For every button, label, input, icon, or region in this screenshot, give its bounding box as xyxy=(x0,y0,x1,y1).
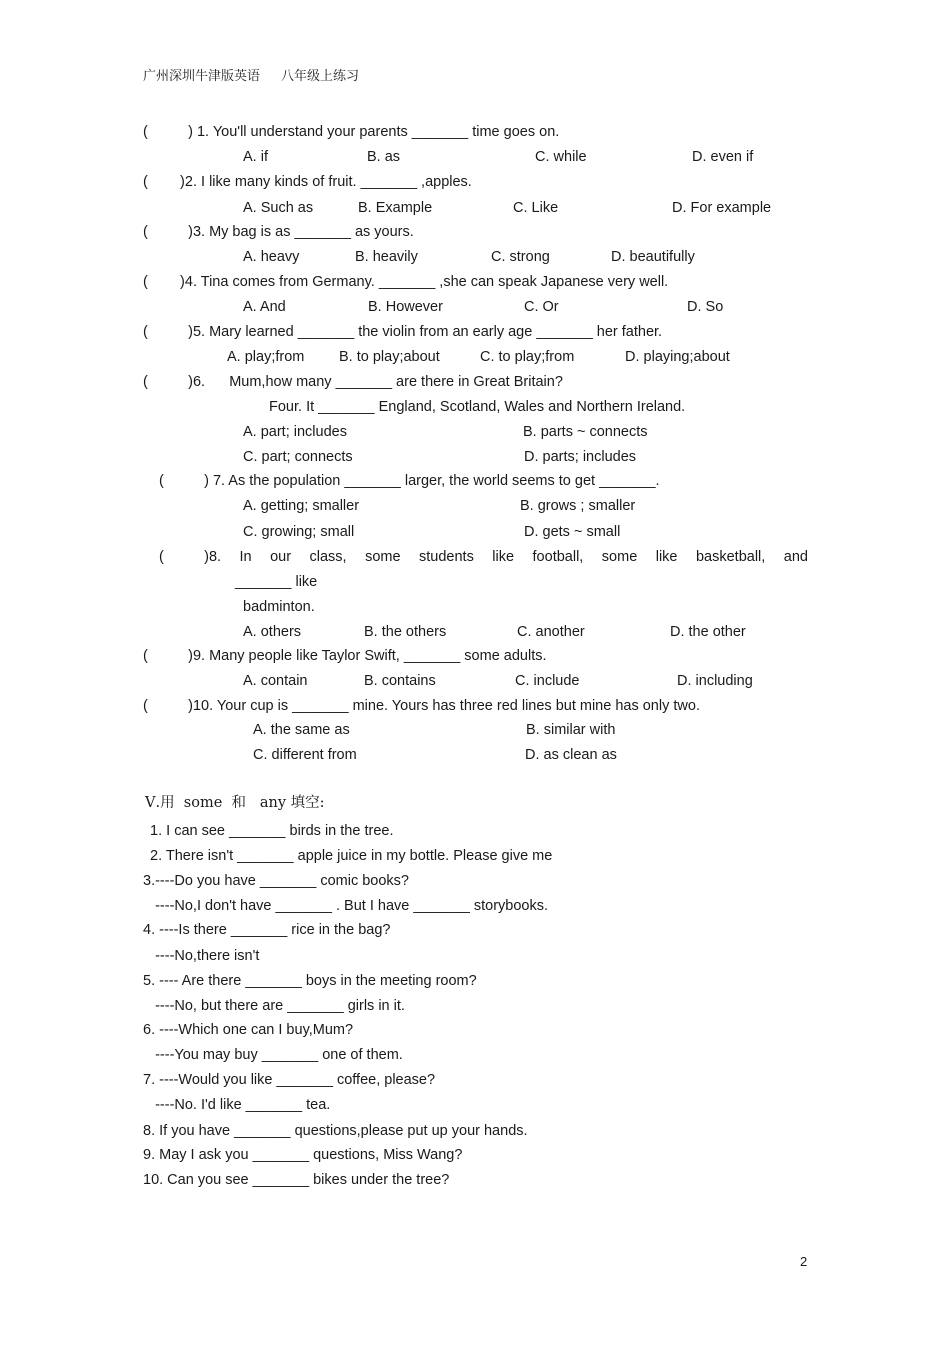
section-5-line: 4. ----Is there _______ rice in the bag? xyxy=(143,922,391,938)
question-7-option-d: D. gets ~ small xyxy=(524,524,621,540)
question-8-word: In xyxy=(239,549,252,565)
section-5-line: ----You may buy _______ one of them. xyxy=(143,1047,403,1063)
question-8-stem-line2: _______ like xyxy=(235,574,318,590)
page-number: 2 xyxy=(800,1254,808,1269)
question-5-option-c: C. to play;from xyxy=(480,349,575,365)
header-book-title: 广州深圳牛津版英语 xyxy=(143,69,261,84)
question-8-stem-line3: badminton. xyxy=(243,599,315,615)
question-6-option-c: C. part; connects xyxy=(243,449,353,465)
question-9-option-a: A. contain xyxy=(243,673,308,689)
question-6-option-d: D. parts; includes xyxy=(524,449,637,465)
question-10-stem: ( )10. Your cup is _______ mine. Yours has three red lines but mine has only two. xyxy=(143,698,700,714)
section-5-line: 3.----Do you have _______ comic books? xyxy=(143,873,409,889)
question-8-word: and xyxy=(783,549,808,565)
question-5-option-b: B. to play;about xyxy=(339,349,440,365)
section-5-line: ----No, but there are _______ girls in it. xyxy=(143,998,405,1014)
section-5-line: 7. ----Would you like _______ coffee, please? xyxy=(143,1072,436,1088)
question-9-option-d: D. including xyxy=(677,673,753,689)
question-8-word: some xyxy=(365,549,401,565)
question-7-stem: ( ) 7. As the population _______ larger, the world seems to get _______. xyxy=(159,473,660,489)
question-6-stem: ( )6. Mum,how many _______ are there in Great Britain? xyxy=(143,374,563,390)
section-5-line: ----No,I don't have _______ . But I have _______ storybooks. xyxy=(143,898,548,914)
question-4-stem: ( )4. Tina comes from Germany. _______ ,she can speak Japanese very well. xyxy=(143,274,669,290)
question-8-word: like xyxy=(655,549,678,565)
question-1-option-c: C. while xyxy=(535,149,587,165)
section-5-line: 9. May I ask you _______ questions, Miss Wang? xyxy=(143,1147,463,1163)
question-5-option-d: D. playing;about xyxy=(625,349,730,365)
question-8-word: like xyxy=(492,549,515,565)
question-6-option-b: B. parts ~ connects xyxy=(523,424,648,440)
question-4-option-c: C. Or xyxy=(524,299,559,315)
question-8-option-d: D. the other xyxy=(670,624,746,640)
question-2-option-a: A. Such as xyxy=(243,200,314,216)
question-9-option-c: C. include xyxy=(515,673,580,689)
question-2-option-c: C. Like xyxy=(513,200,559,216)
question-6-option-a: A. part; includes xyxy=(243,424,347,440)
question-4-option-b: B. However xyxy=(368,299,443,315)
section-5-line: 8. If you have _______ questions,please put up your hands. xyxy=(143,1123,528,1139)
question-10-option-b: B. similar with xyxy=(526,722,616,738)
question-8-stem xyxy=(159,548,808,566)
question-1-option-d: D. even if xyxy=(692,149,754,165)
question-3-option-c: C. strong xyxy=(491,249,550,265)
question-9-stem: ( )9. Many people like Taylor Swift, _______ some adults. xyxy=(143,648,547,664)
question-3-option-a: A. heavy xyxy=(243,249,300,265)
question-10-option-a: A. the same as xyxy=(253,722,350,738)
question-2-option-b: B. Example xyxy=(358,200,433,216)
question-2-option-d: D. For example xyxy=(672,200,772,216)
question-8-option-a: A. others xyxy=(243,624,302,640)
header-grade: 八年级上练习 xyxy=(281,69,360,84)
question-3-option-d: D. beautifully xyxy=(611,249,695,265)
question-1-option-a: A. if xyxy=(243,149,268,165)
section-5-line: 2. There isn't _______ apple juice in my bottle. Please give me xyxy=(146,848,553,864)
question-4-option-d: D. So xyxy=(687,299,724,315)
question-8-word: some xyxy=(601,549,638,565)
question-10-option-c: C. different from xyxy=(253,747,357,763)
section-5-line: ----No. I'd like _______ tea. xyxy=(143,1097,331,1113)
question-10-option-d: D. as clean as xyxy=(525,747,617,763)
question-7-option-c: C. growing; small xyxy=(243,524,355,540)
question-5-option-a: A. play;from xyxy=(227,349,305,365)
question-8-word: our xyxy=(270,549,292,565)
question-6-answer-line: Four. It _______ England, Scotland, Wales and Northern Ireland. xyxy=(269,399,686,415)
question-3-stem: ( )3. My bag is as _______ as yours. xyxy=(143,224,414,240)
question-1-stem: ( ) 1. You'll understand your parents _______ time goes on. xyxy=(143,124,560,140)
question-8-word: ( )8. xyxy=(159,549,222,565)
question-8-option-c: C. another xyxy=(517,624,585,640)
section-5-line: 1. I can see _______ birds in the tree. xyxy=(146,823,394,839)
question-5-stem: ( )5. Mary learned _______ the violin from an early age _______ her father. xyxy=(143,324,663,340)
question-8-word: students xyxy=(419,549,474,565)
section-5-line: ----No,there isn't xyxy=(143,948,260,964)
section-5-title: Ⅴ.用 some 和 any 填空: xyxy=(145,795,325,811)
question-2-stem: ( )2. I like many kinds of fruit. _______ ,apples. xyxy=(143,174,472,190)
section-5-line: 6. ----Which one can I buy,Mum? xyxy=(143,1022,354,1038)
section-5-line: 10. Can you see _______ bikes under the tree? xyxy=(143,1172,450,1188)
question-8-word: basketball, xyxy=(695,549,766,565)
question-8-word: class, xyxy=(309,549,347,565)
question-8-option-b: B. the others xyxy=(364,624,447,640)
question-3-option-b: B. heavily xyxy=(355,249,418,265)
question-7-option-b: B. grows ; smaller xyxy=(520,498,636,514)
question-9-option-b: B. contains xyxy=(364,673,436,689)
question-1-option-b: B. as xyxy=(367,149,401,165)
question-7-option-a: A. getting; smaller xyxy=(243,498,360,514)
question-8-word: football, xyxy=(532,549,584,565)
question-4-option-a: A. And xyxy=(243,299,286,315)
section-5-line: 5. ---- Are there _______ boys in the meeting room? xyxy=(143,973,477,989)
